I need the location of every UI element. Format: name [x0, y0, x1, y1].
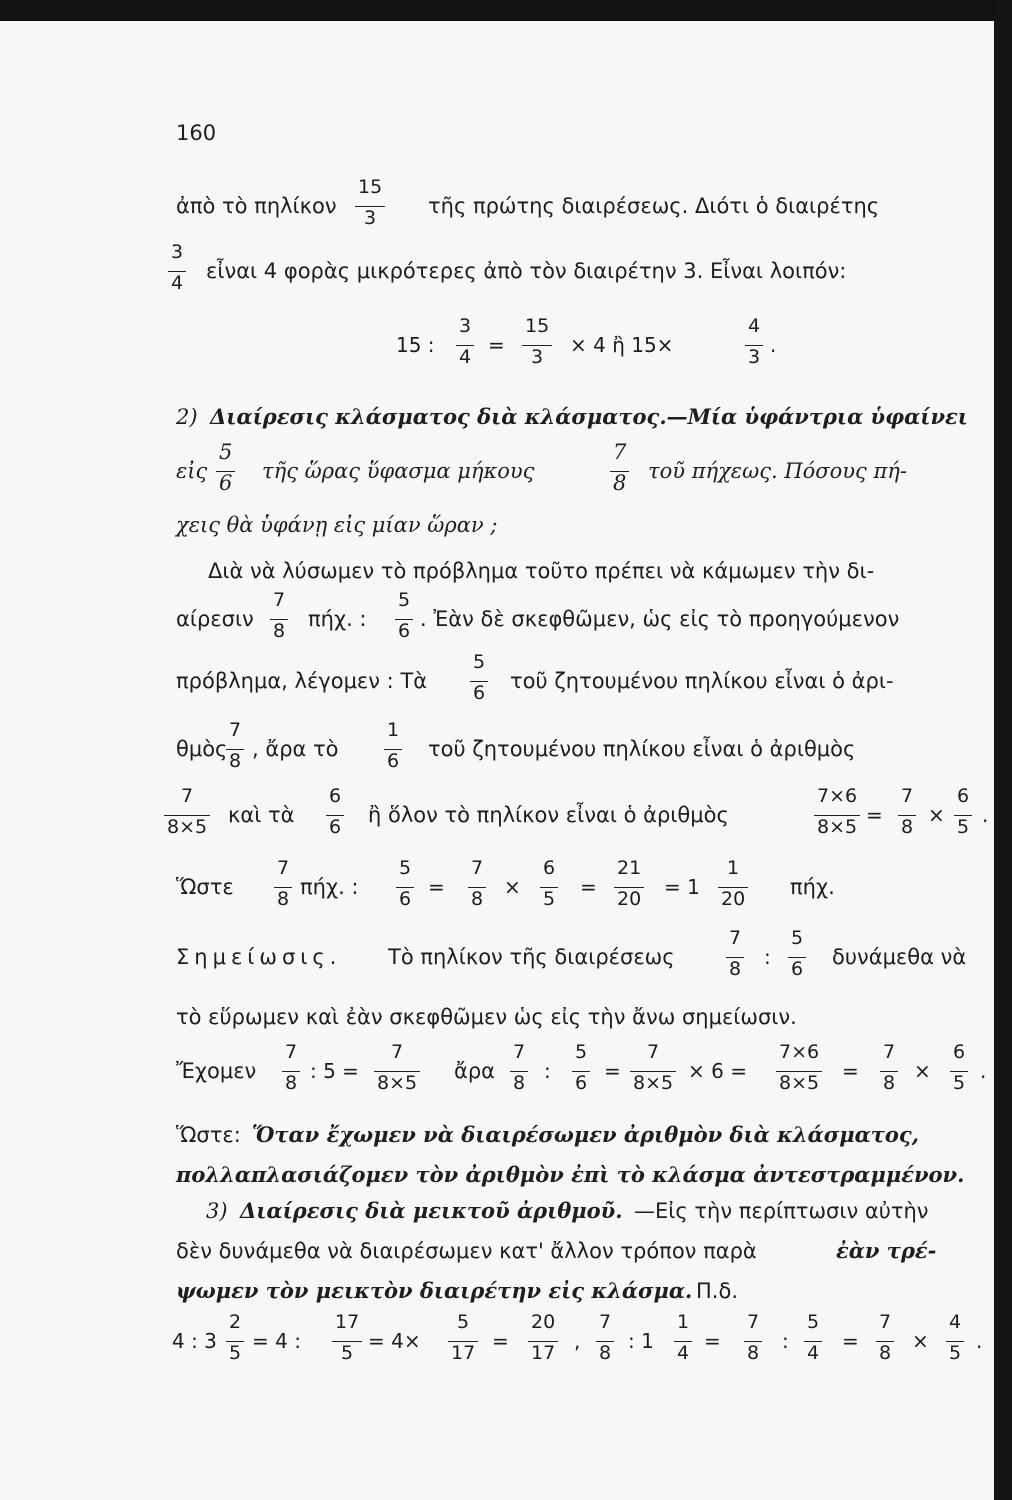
text: 4 : 3: [172, 1329, 217, 1353]
text: τοῦ ζητουμένου πηλίκου εἶναι ὁ ἀρι-: [510, 669, 894, 693]
fraction-7-8: $\frac{7}{8}$: [876, 1311, 894, 1366]
text: Διὰ νὰ λύσωμεν τὸ πρόβλημα τοῦτο πρέπει νὰ κάμωμεν τὴν δι-: [208, 559, 875, 583]
fraction-7x6-8x5: $\frac{7\times 6}{8\times 5}$: [814, 785, 860, 840]
fraction-7-8: $\frac{7}{8}$: [270, 589, 288, 644]
equals-sign: =: [704, 1329, 721, 1353]
fraction-5-6: $\frac{5}{6}$: [470, 651, 488, 706]
text: × 6 =: [688, 1059, 747, 1083]
section-number: 3): [206, 1199, 228, 1223]
page-number: 160: [176, 121, 217, 145]
text-line-13: [0, 927, 994, 987]
text: εἰς: [176, 459, 208, 483]
fraction-15-3: $\frac{15}{3}$: [355, 176, 385, 231]
fraction-3-4: $\frac{3}{4}$: [456, 315, 474, 370]
fraction-7-8x5: $\frac{7}{8\times 5}$: [630, 1041, 676, 1096]
text: τῆς ὥρας ὕφασμα μήκους: [262, 459, 535, 483]
text: Ὥστε:: [176, 1123, 241, 1147]
text: θμὸς: [176, 737, 228, 761]
fraction-7-8: $\frac{7}{8}$: [468, 857, 486, 912]
text: —Εἰς τὴν περίπτωσιν αὐτὴν: [634, 1199, 929, 1223]
fraction-5-6: $\frac{5}{6}$: [572, 1041, 590, 1096]
text-line-10: [0, 719, 994, 779]
text-line-2: [0, 241, 994, 301]
rule-text: Ὅταν ἔχωμεν νὰ διαιρέσωμεν ἀριθμὸν διὰ κλάσματος,: [252, 1122, 919, 1147]
fraction-6-5: $\frac{6}{5}$: [950, 1041, 968, 1096]
equation-line-12: [0, 857, 994, 917]
section-title: Διαίρεσις διὰ μεικτοῦ ἀριθμοῦ.: [240, 1198, 623, 1223]
section-title: Διαίρεσις κλάσματος διὰ κλάσματος.—Μία ὑφάντρια ὑφαίνει: [210, 404, 968, 429]
fraction-7-8: $\frac{7}{8}$: [596, 1311, 614, 1366]
text-line-8: [0, 589, 994, 649]
equals-sign: =: [866, 803, 883, 827]
fraction-4-3: $\frac{4}{3}$: [745, 315, 763, 370]
times-sign: ×: [504, 875, 521, 899]
text: : 5 =: [310, 1059, 359, 1083]
text: πήχ. :: [308, 607, 367, 631]
fraction-7-8x5: $\frac{7}{8\times 5}$: [374, 1041, 420, 1096]
fraction-1-4: $\frac{1}{4}$: [674, 1311, 692, 1366]
text: δὲν δυνάμεθα νὰ διαιρέσωμεν κατ' ἄλλον τρόπον παρὰ: [176, 1239, 757, 1263]
text: πρόβλημα, λέγομεν : Τὰ: [176, 669, 428, 693]
period: .: [982, 803, 989, 827]
text-line-9: [0, 651, 994, 711]
text: Ὥστε: [176, 875, 234, 899]
note-label: Σημείωσις.: [176, 945, 342, 969]
text: ἐὰν τρέ-: [836, 1238, 937, 1263]
fraction-7-8: $\frac{7}{8}$: [898, 785, 916, 840]
equals-sign: =: [428, 875, 445, 899]
fraction-1-6: $\frac{1}{6}$: [384, 719, 402, 774]
equals-sign: =: [488, 333, 505, 357]
fraction-5-6: $\frac{5}{6}$: [216, 441, 235, 496]
times-sign: ×: [928, 803, 945, 827]
fraction-1-20: $\frac{1}{20}$: [718, 857, 748, 912]
fraction-6-6: $\frac{6}{6}$: [326, 785, 344, 840]
fraction-5-6: $\frac{5}{6}$: [395, 589, 413, 644]
fraction-7-8: $\frac{7}{8}$: [744, 1311, 762, 1366]
fraction-15-3: $\frac{15}{3}$: [522, 315, 552, 370]
text: πήχ.: [790, 875, 835, 899]
text: = 4×: [368, 1329, 421, 1353]
text: Τὸ πηλίκον τῆς διαιρέσεως: [388, 945, 675, 969]
equals-sign: =: [580, 875, 597, 899]
text: × 4 ἢ 15×: [570, 333, 674, 357]
fraction-5-6: $\frac{5}{6}$: [396, 857, 414, 912]
text-line-1: [0, 176, 994, 236]
text-line-5: [0, 441, 994, 501]
text: Π.δ.: [696, 1279, 738, 1303]
text: Ἔχομεν: [176, 1059, 257, 1083]
section-number: 2): [176, 405, 198, 429]
text-line-11: [0, 785, 994, 845]
text: εἶναι 4 φορὰς μικρότερες ἀπὸ τὸν διαιρέτην 3. Εἶναι λοιπόν:: [206, 259, 847, 283]
equation-line-3: [0, 315, 994, 375]
period: .: [976, 1329, 983, 1353]
text: . Ἐὰν δὲ σκεφθῶμεν, ὡς εἰς τὸ προηγούμενον: [420, 607, 900, 631]
equals-sign: =: [842, 1329, 859, 1353]
text: τοῦ πήχεως. Πόσους πή-: [648, 459, 907, 483]
equals-one: = 1: [664, 875, 700, 899]
fraction-7-8: $\frac{7}{8}$: [726, 927, 744, 982]
text: τῆς πρώτης διαιρέσεως. Διότι ὁ διαιρέτης: [428, 194, 880, 218]
fraction-6-5: $\frac{6}{5}$: [540, 857, 558, 912]
fraction-7-8: $\frac{7}{8}$: [226, 719, 244, 774]
text: ἄρα: [454, 1059, 496, 1083]
rule-text: πολλαπλασιάζομεν τὸν ἀριθμὸν ἐπὶ τὸ κλάσμα ἀντεστραμμένον.: [176, 1162, 965, 1187]
fraction-6-5: $\frac{6}{5}$: [954, 785, 972, 840]
text-line-14: [0, 987, 994, 1047]
fraction-5-4: $\frac{5}{4}$: [804, 1311, 822, 1366]
text: πήχ. :: [300, 875, 359, 899]
colon: :: [764, 945, 771, 969]
fraction-5-17: $\frac{5}{17}$: [448, 1311, 478, 1366]
fraction-7-8x5: $\frac{7}{8\times 5}$: [164, 785, 210, 840]
text: ψωμεν τὸν μεικτὸν διαιρέτην εἰς κλάσμα.: [176, 1278, 693, 1303]
equation-line-21: [0, 1311, 994, 1371]
text: χεις θὰ ὑφάνῃ εἰς μίαν ὥραν ;: [176, 513, 498, 537]
text: : 1: [628, 1329, 654, 1353]
comma: ,: [574, 1329, 581, 1353]
fraction-7-8: $\frac{7}{8}$: [880, 1041, 898, 1096]
text: = 4 :: [252, 1329, 301, 1353]
fraction-2-5: $\frac{2}{5}$: [226, 1311, 244, 1366]
equals-sign: =: [604, 1059, 621, 1083]
period: .: [770, 333, 777, 357]
fraction-7-8: $\frac{7}{8}$: [610, 441, 629, 496]
period: .: [980, 1059, 987, 1083]
fraction-20-17: $\frac{20}{17}$: [528, 1311, 558, 1366]
text: τοῦ ζητουμένου πηλίκου εἶναι ὁ ἀριθμὸς: [428, 737, 856, 761]
fraction-7x6-8x5: $\frac{7\times 6}{8\times 5}$: [776, 1041, 822, 1096]
fraction-5-6: $\frac{5}{6}$: [788, 927, 806, 982]
text: δυνάμεθα νὰ: [832, 945, 967, 969]
text: καὶ τὰ: [228, 803, 295, 827]
text: τὸ εὕρωμεν καὶ ἐὰν σκεφθῶμεν ὡς εἰς τὴν ἄνω σημείωσιν.: [176, 1005, 797, 1029]
colon: :: [544, 1059, 551, 1083]
fraction-7-8: $\frac{7}{8}$: [282, 1041, 300, 1096]
scan-right-border: [994, 0, 1012, 1500]
times-sign: ×: [914, 1059, 931, 1083]
fraction-3-4: $\frac{3}{4}$: [168, 241, 186, 296]
fraction-17-5: $\frac{17}{5}$: [332, 1311, 362, 1366]
fraction-7-8: $\frac{7}{8}$: [274, 857, 292, 912]
equals-sign: =: [842, 1059, 859, 1083]
colon: :: [782, 1329, 789, 1353]
equation-line-15: [0, 1041, 994, 1101]
text: ἢ ὅλον τὸ πηλίκον εἶναι ὁ ἀριθμὸς: [368, 803, 729, 827]
equals-sign: =: [492, 1329, 509, 1353]
fraction-4-5: $\frac{4}{5}$: [946, 1311, 964, 1366]
text: αίρεσιν: [176, 607, 254, 631]
times-sign: ×: [912, 1329, 929, 1353]
fraction-7-8: $\frac{7}{8}$: [510, 1041, 528, 1096]
text: , ἄρα τὸ: [252, 737, 339, 761]
book-page: [0, 21, 994, 1500]
fraction-21-20: $\frac{21}{20}$: [614, 857, 644, 912]
section-heading-2: [0, 387, 994, 447]
text: ἀπὸ τὸ πηλίκον: [176, 194, 337, 218]
text: 15 :: [396, 333, 435, 357]
scan-top-border: [0, 0, 1012, 21]
